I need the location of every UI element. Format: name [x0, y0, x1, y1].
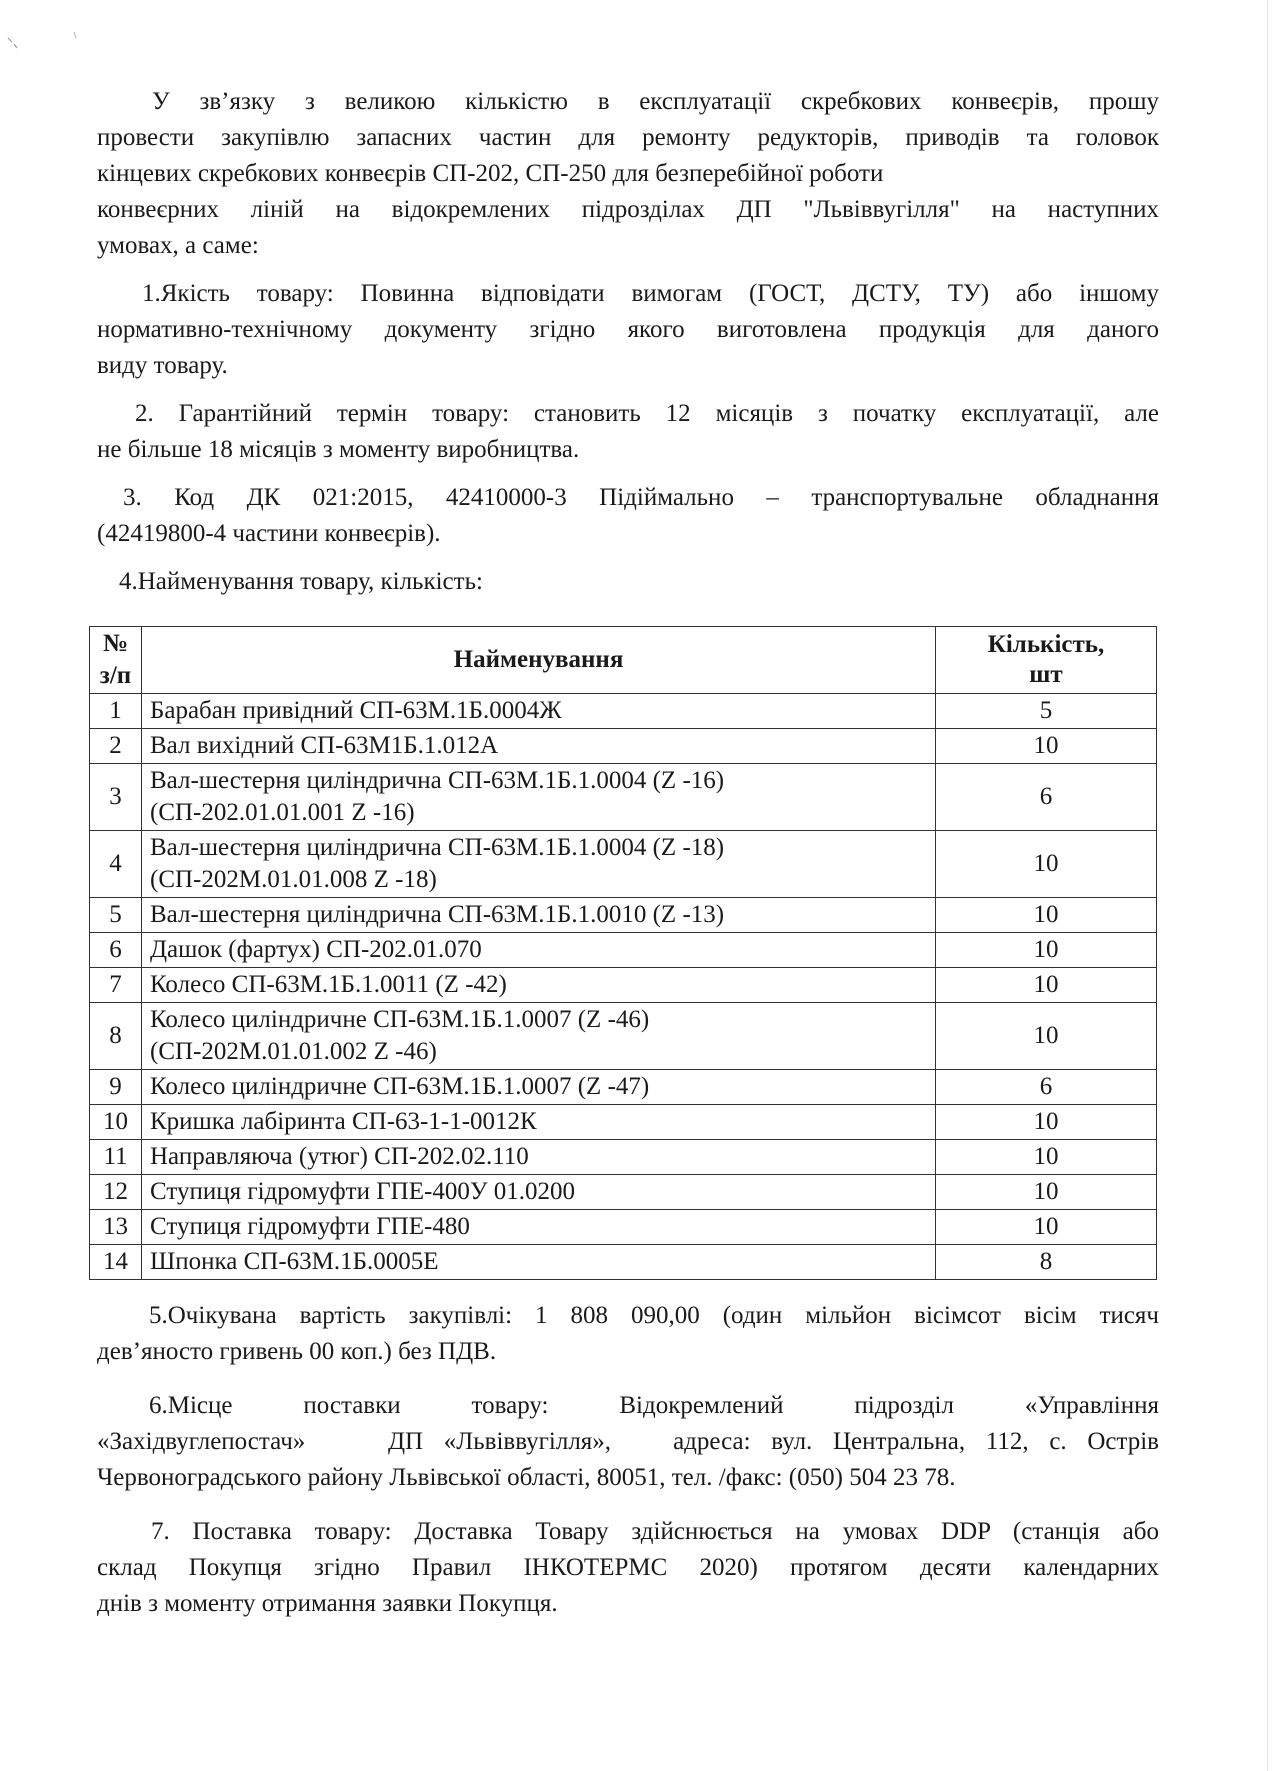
- section-goods-heading: [97, 564, 1159, 600]
- table-row: [90, 933, 1157, 968]
- row-quantity: 10: [936, 1140, 1157, 1175]
- text-line: не більше 18 місяців з моменту виробництва.: [97, 436, 580, 463]
- row-name: Вал вихідний СП-63М1Б.1.012А: [142, 729, 936, 764]
- text-line: 7. Поставка товару: Доставка Товару здійснюється на умовах DDP (станція або: [151, 1518, 1159, 1545]
- row-number: 13: [90, 1210, 142, 1245]
- text-line: кінцевих скребкових конвеєрів СП-202, СП-250 для безперебійної роботи: [97, 160, 884, 187]
- section-warranty: [97, 396, 1159, 468]
- row-quantity: 10: [936, 898, 1157, 933]
- text-line: склад Покупця згідно Правил ІНКОТЕРМС 2020) протягом десяти календарних: [97, 1554, 1159, 1581]
- row-name: Кришка лабіринта СП-63-1-1-0012К: [142, 1105, 936, 1140]
- section-expected-cost: [97, 1298, 1159, 1370]
- text-line: конвеєрних ліній на відокремлених підрозділах ДП "Львіввугілля" на наступних: [97, 196, 1159, 223]
- text-line: 2. Гарантійний термін товару: становить 12 місяців з початку експлуатації, але: [135, 400, 1159, 427]
- text-line: умовах, а саме:: [97, 232, 259, 259]
- row-quantity: 10: [936, 1175, 1157, 1210]
- section-quality: [97, 276, 1159, 384]
- row-name: Колесо циліндричне СП-63М.1Б.1.0007 (Z -47): [142, 1070, 936, 1105]
- row-name: Шпонка СП-63М.1Б.0005Е: [142, 1245, 936, 1280]
- row-number: 1: [90, 694, 142, 729]
- row-number: 14: [90, 1245, 142, 1280]
- table-row: [90, 1003, 1157, 1070]
- row-number: 7: [90, 968, 142, 1003]
- row-quantity: 10: [936, 1105, 1157, 1140]
- row-quantity: 6: [936, 1070, 1157, 1105]
- text-line: виду товару.: [97, 352, 228, 379]
- row-name: Барабан привідний СП-63М.1Б.0004Ж: [142, 694, 936, 729]
- header-number: № з/п: [90, 627, 142, 694]
- text-line: провести закупівлю запасних частин для ремонту редукторів, приводів та головок: [97, 124, 1159, 151]
- row-number: 8: [90, 1003, 142, 1070]
- text-line: (42419800-4 частини конвеєрів).: [97, 520, 441, 547]
- row-quantity: 10: [936, 933, 1157, 968]
- scan-edge-line: [1267, 0, 1268, 1771]
- table-row: [90, 764, 1157, 831]
- section-delivery-place: [97, 1388, 1159, 1496]
- header-quantity: Кількість, шт: [936, 627, 1157, 694]
- row-number: 6: [90, 933, 142, 968]
- table-header-row: [90, 627, 1157, 694]
- section-delivery-terms: [97, 1514, 1159, 1622]
- text-line: 1.Якість товару: Повинна відповідати вимогам (ГОСТ, ДСТУ, ТУ) або іншому: [142, 280, 1159, 307]
- row-name: Колесо циліндричне СП-63М.1Б.1.0007 (Z -46) (СП-202М.01.01.002 Z -46): [142, 1003, 936, 1070]
- table-row: [90, 968, 1157, 1003]
- table-row: [90, 1105, 1157, 1140]
- text-line: нормативно-технічному документу згідно якого виготовлена продукція для даного: [97, 316, 1159, 343]
- text-line: 6.Місце поставки товару: Відокремлений підрозділ «Управління: [149, 1392, 1159, 1419]
- goods-table: [89, 626, 1157, 1280]
- row-name: Колесо СП-63М.1Б.1.0011 (Z -42): [142, 968, 936, 1003]
- row-quantity: 10: [936, 968, 1157, 1003]
- row-name: Ступиця гідромуфти ГПЕ-400У 01.0200: [142, 1175, 936, 1210]
- table-row: [90, 898, 1157, 933]
- row-name: Вал-шестерня циліндрична СП-63М.1Б.1.0004 (Z -18) (СП-202М.01.01.008 Z -18): [142, 831, 936, 898]
- table-row: [90, 1140, 1157, 1175]
- row-name: Вал-шестерня циліндрична СП-63М.1Б.1.0010 (Z -13): [142, 898, 936, 933]
- row-quantity: 10: [936, 1210, 1157, 1245]
- row-number: 10: [90, 1105, 142, 1140]
- header-name: Найменування: [142, 627, 936, 694]
- row-quantity: 10: [936, 831, 1157, 898]
- row-quantity: 6: [936, 764, 1157, 831]
- text-line: Червоноградського району Львівської області, 80051, тел. /факс: (050) 504 23 78.: [97, 1464, 956, 1491]
- text-line: 3. Код ДК 021:2015, 42410000-3 Підіймально – транспортувальне обладнання: [123, 484, 1159, 511]
- text-line: днів з моменту отримання заявки Покупця.: [97, 1590, 558, 1617]
- row-number: 9: [90, 1070, 142, 1105]
- row-number: 2: [90, 729, 142, 764]
- row-quantity: 8: [936, 1245, 1157, 1280]
- text-line: 5.Очікувана вартість закупівлі: 1 808 090,00 (один мільйон вісімсот вісім тисяч: [149, 1302, 1159, 1329]
- table-row: [90, 729, 1157, 764]
- row-number: 3: [90, 764, 142, 831]
- row-name: Вал-шестерня циліндрична СП-63М.1Б.1.0004 (Z -16) (СП-202.01.01.001 Z -16): [142, 764, 936, 831]
- row-name: Дашок (фартух) СП-202.01.070: [142, 933, 936, 968]
- row-quantity: 10: [936, 1003, 1157, 1070]
- row-number: 5: [90, 898, 142, 933]
- table-row: [90, 1210, 1157, 1245]
- row-number: 12: [90, 1175, 142, 1210]
- table-row: [90, 1070, 1157, 1105]
- row-quantity: 5: [936, 694, 1157, 729]
- document-page: [97, 84, 1159, 1634]
- table-row: [90, 1245, 1157, 1280]
- scan-artifact-marks: [6, 30, 86, 70]
- text-line: У зв’язку з великою кількістю в експлуатації скребкових конвеєрів, прошу: [152, 88, 1159, 115]
- row-number: 4: [90, 831, 142, 898]
- table-row: [90, 694, 1157, 729]
- table-row: [90, 831, 1157, 898]
- table-row: [90, 1175, 1157, 1210]
- text-line: 4.Найменування товару, кількість:: [119, 568, 483, 595]
- row-number: 11: [90, 1140, 142, 1175]
- row-quantity: 10: [936, 729, 1157, 764]
- text-line: «Західвуглепостач» ДП «Львіввугілля», адреса: вул. Центральна, 112, с. Острів: [97, 1428, 1159, 1455]
- row-name: Ступиця гідромуфти ГПЕ-480: [142, 1210, 936, 1245]
- intro-paragraph: [97, 84, 1159, 264]
- section-code: [97, 480, 1159, 552]
- text-line: дев’яносто гривень 00 коп.) без ПДВ.: [97, 1338, 497, 1365]
- row-name: Направляюча (утюг) СП-202.02.110: [142, 1140, 936, 1175]
